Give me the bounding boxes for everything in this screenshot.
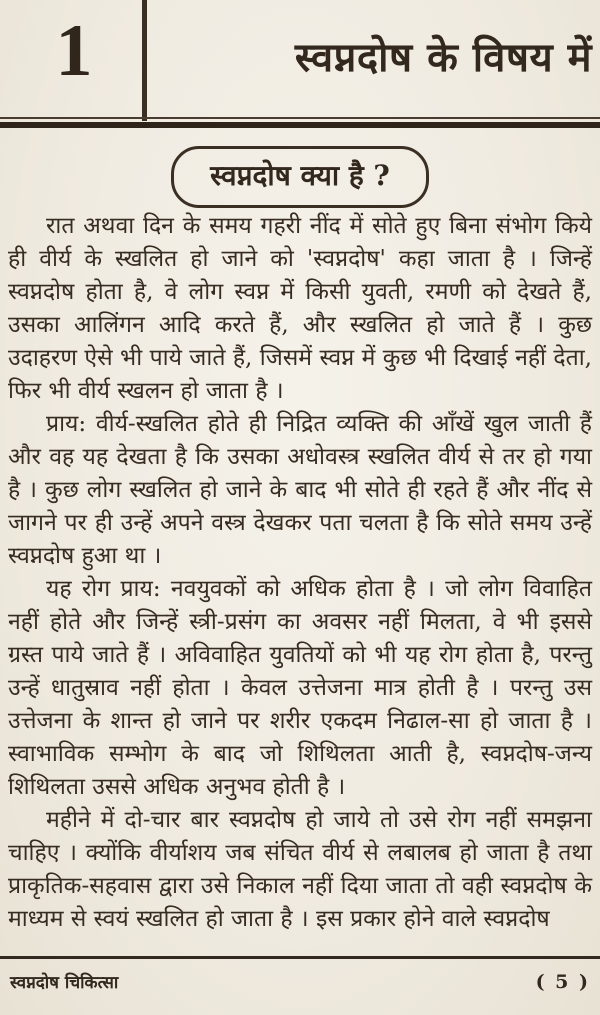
footer-row [10, 970, 590, 993]
paragraph-4: महीने में दो-चार बार स्वप्नदोष हो जाये तो उसे रोग नहीं समझना चाहिए । क्योंकि वीर्याशय जब संचित वीर्य से लबालब हो जाता है तथा प्राकृतिक-सहवास द्वारा उसे निकाल नहीं दिया जाता तो वही स्वप्नदोष के माध्यम से स्वयं स्खलित हो जाता है । इस प्रकार होने वाले स्वप्नदोष [8, 807, 592, 932]
footer-book-title: स्वप्नदोष चिकित्सा [10, 973, 119, 993]
footer-rule [0, 956, 600, 959]
chapter-title: स्वप्नदोष के विषय में [294, 34, 592, 81]
footer-page-number: ( 5 ) [535, 971, 590, 993]
section-heading [0, 146, 600, 208]
body-text [8, 210, 592, 936]
paragraph-1: रात अथवा दिन के समय गहरी नींद में सोते हुए बिना संभोग किये ही वीर्य के स्खलित हो जाने को 'स्वप्नदोष' कहा जाता है । जिन्हें स्वप्नदोष होता है, वे लोग स्वप्न में किसी युवती, रमणी को देखते हैं, उसका आलिंगन आदि करते हैं, और स्खलित हो जाते हैं । कुछ उदाहरण ऐसे भी पाये जाते हैं, जिसमें स्वप्न में कुछ भी दिखाई नहीं देता, फिर भी वीर्य स्खलन हो जाता है । [8, 213, 592, 404]
section-heading-box: स्वप्नदोष क्या है ? [171, 146, 429, 208]
header-rule-thin [0, 117, 600, 119]
chapter-number: 1 [55, 10, 93, 92]
header-double-rule [0, 117, 600, 128]
header-rule-thick [0, 122, 600, 128]
header-vertical-rule [142, 0, 147, 121]
paragraph-3: यह रोग प्राय: नवयुवकों को अधिक होता है । जो लोग विवाहित नहीं होते और जिन्हें स्त्री-प्रसंग का अवसर नहीं मिलता, वे भी इससे ग्रस्त पाये जाते हैं । अविवाहित युवतियों को भी यह रोग होता है, परन्तु उन्हें धातुस्राव नहीं होता । केवल उत्तेजना मात्र होती है । परन्तु उस उत्तेजना के शान्त हो जाने पर शरीर एकदम निढाल-सा हो जाता है । स्वाभाविक सम्भोग के बाद जो शिथिलता आती है, स्वप्नदोष-जन्य शिथिलता उससे अधिक अनुभव होती है । [8, 576, 592, 800]
paragraph-2: प्राय: वीर्य-स्खलित होते ही निद्रित व्यक्ति की आँखें खुल जाती हैं और वह यह देखता है कि उसका अधोवस्त्र स्खलित वीर्य से तर हो गया है । कुछ लोग स्खलित हो जाने के बाद भी सोते ही रहते हैं और नींद से जागने पर ही उन्हें अपने वस्त्र देखकर पता चलता है कि सोते समय उन्हें स्वप्नदोष हुआ था । [8, 411, 592, 569]
